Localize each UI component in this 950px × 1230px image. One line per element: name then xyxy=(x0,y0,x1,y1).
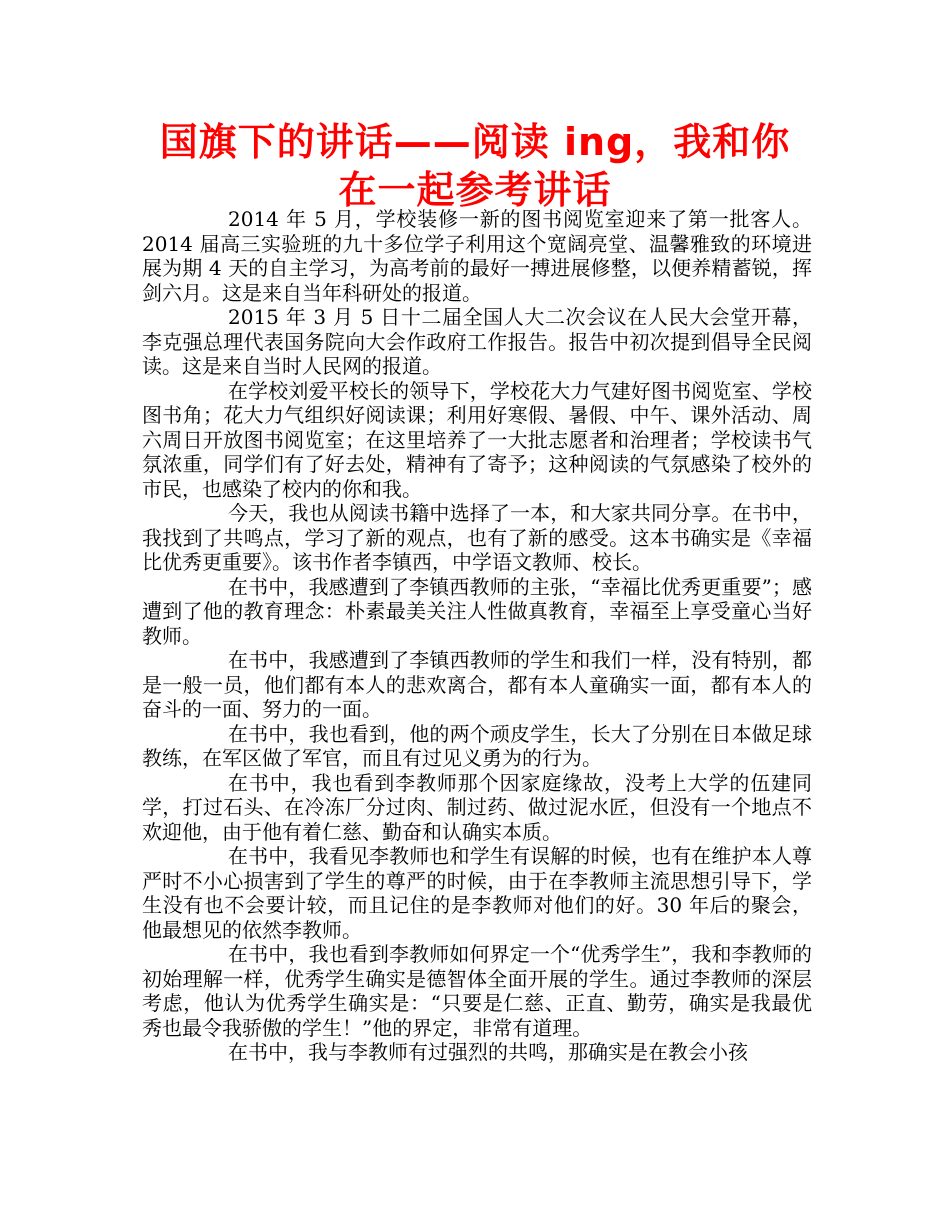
paragraph: 在书中，我感遭到了李镇西教师的主张，“幸福比优秀更重要”；感遭到了他的教育理念：朴素最美关注人性做真教育，幸福至上享受童心当好教师。 xyxy=(142,574,812,648)
document-body xyxy=(142,207,812,1065)
paragraph: 在书中，我也看到，他的两个顽皮学生，长大了分别在日本做足球教练，在军区做了军官，而且有过见义勇为的行为。 xyxy=(142,721,812,770)
paragraph: 在书中，我与李教师有过强烈的共鸣，那确实是在教会小孩 xyxy=(228,1040,748,1064)
paragraph: 在书中，我看见李教师也和学生有误解的时候，也有在维护本人尊严时不小心损害到了学生的尊严的时候，由于在李教师主流思想引导下，学生没有也不会要计较，而且记住的是李教师对他们的好。30 年后的聚会，他最想见的依然李教师。 xyxy=(142,844,812,942)
paragraph: 在书中，我也看到李教师那个因家庭缘故，没考上大学的伍建同学，打过石头、在冷冻厂分过肉、制过药、做过泥水匠，但没有一个地点不欢迎他，由于他有着仁慈、勤奋和认确实本质。 xyxy=(142,770,812,844)
paragraph: 在书中，我感遭到了李镇西教师的学生和我们一样，没有特别，都是一般一员，他们都有本人的悲欢离合，都有本人童确实一面，都有本人的奋斗的一面、努力的一面。 xyxy=(142,648,812,721)
paragraph: 在学校刘爱平校长的领导下，学校花大力气建好图书阅览室、学校图书角；花大力气组织好阅读课；利用好寒假、暑假、中午、课外活动、周六周日开放图书阅览室；在这里培养了一大批志愿者和治理者；学校读书气氛浓重，同学们有了好去处，精神有了寄予；这种阅读的气氛感染了校外的市民，也感染了校内的你和我。 xyxy=(142,378,812,501)
document-title: 国旗下的讲话——阅读 ing，我和你在一起参考讲话 xyxy=(159,120,791,212)
paragraph: 在书中，我也看到李教师如何界定一个“优秀学生”，我和李教师的初始理解一样，优秀学生确实是德智体全面开展的学生。通过李教师的深层考虑，他认为优秀学生确实是：“只要是仁慈、正直、勤劳，确实是我最优秀也最令我骄傲的学生！”他的界定，非常有道理。 xyxy=(142,942,812,1040)
paragraph: 2015 年 3 月 5 日十二届全国人大二次会议在人民大会堂开幕，李克强总理代表国务院向大会作政府工作报告。报告中初次提到倡导全民阅读。这是来自当时人民网的报道。 xyxy=(142,305,812,378)
paragraph: 2014 年 5 月，学校装修一新的图书阅览室迎来了第一批客人。2014 届高三实验班的九十多位学子利用这个宽阔亮堂、温馨雅致的环境进展为期 4 天的自主学习，为高考前的最好一搏进展修整，以便养精蓄锐，挥剑六月。这是来自当年科研处的报道。 xyxy=(142,207,812,305)
paragraph: 今天，我也从阅读书籍中选择了一本，和大家共同分享。在书中，我找到了共鸣点，学习了新的观点，也有了新的感受。这本书确实是《幸福比优秀更重要》。该书作者李镇西，中学语文教师、校长。 xyxy=(142,501,812,574)
